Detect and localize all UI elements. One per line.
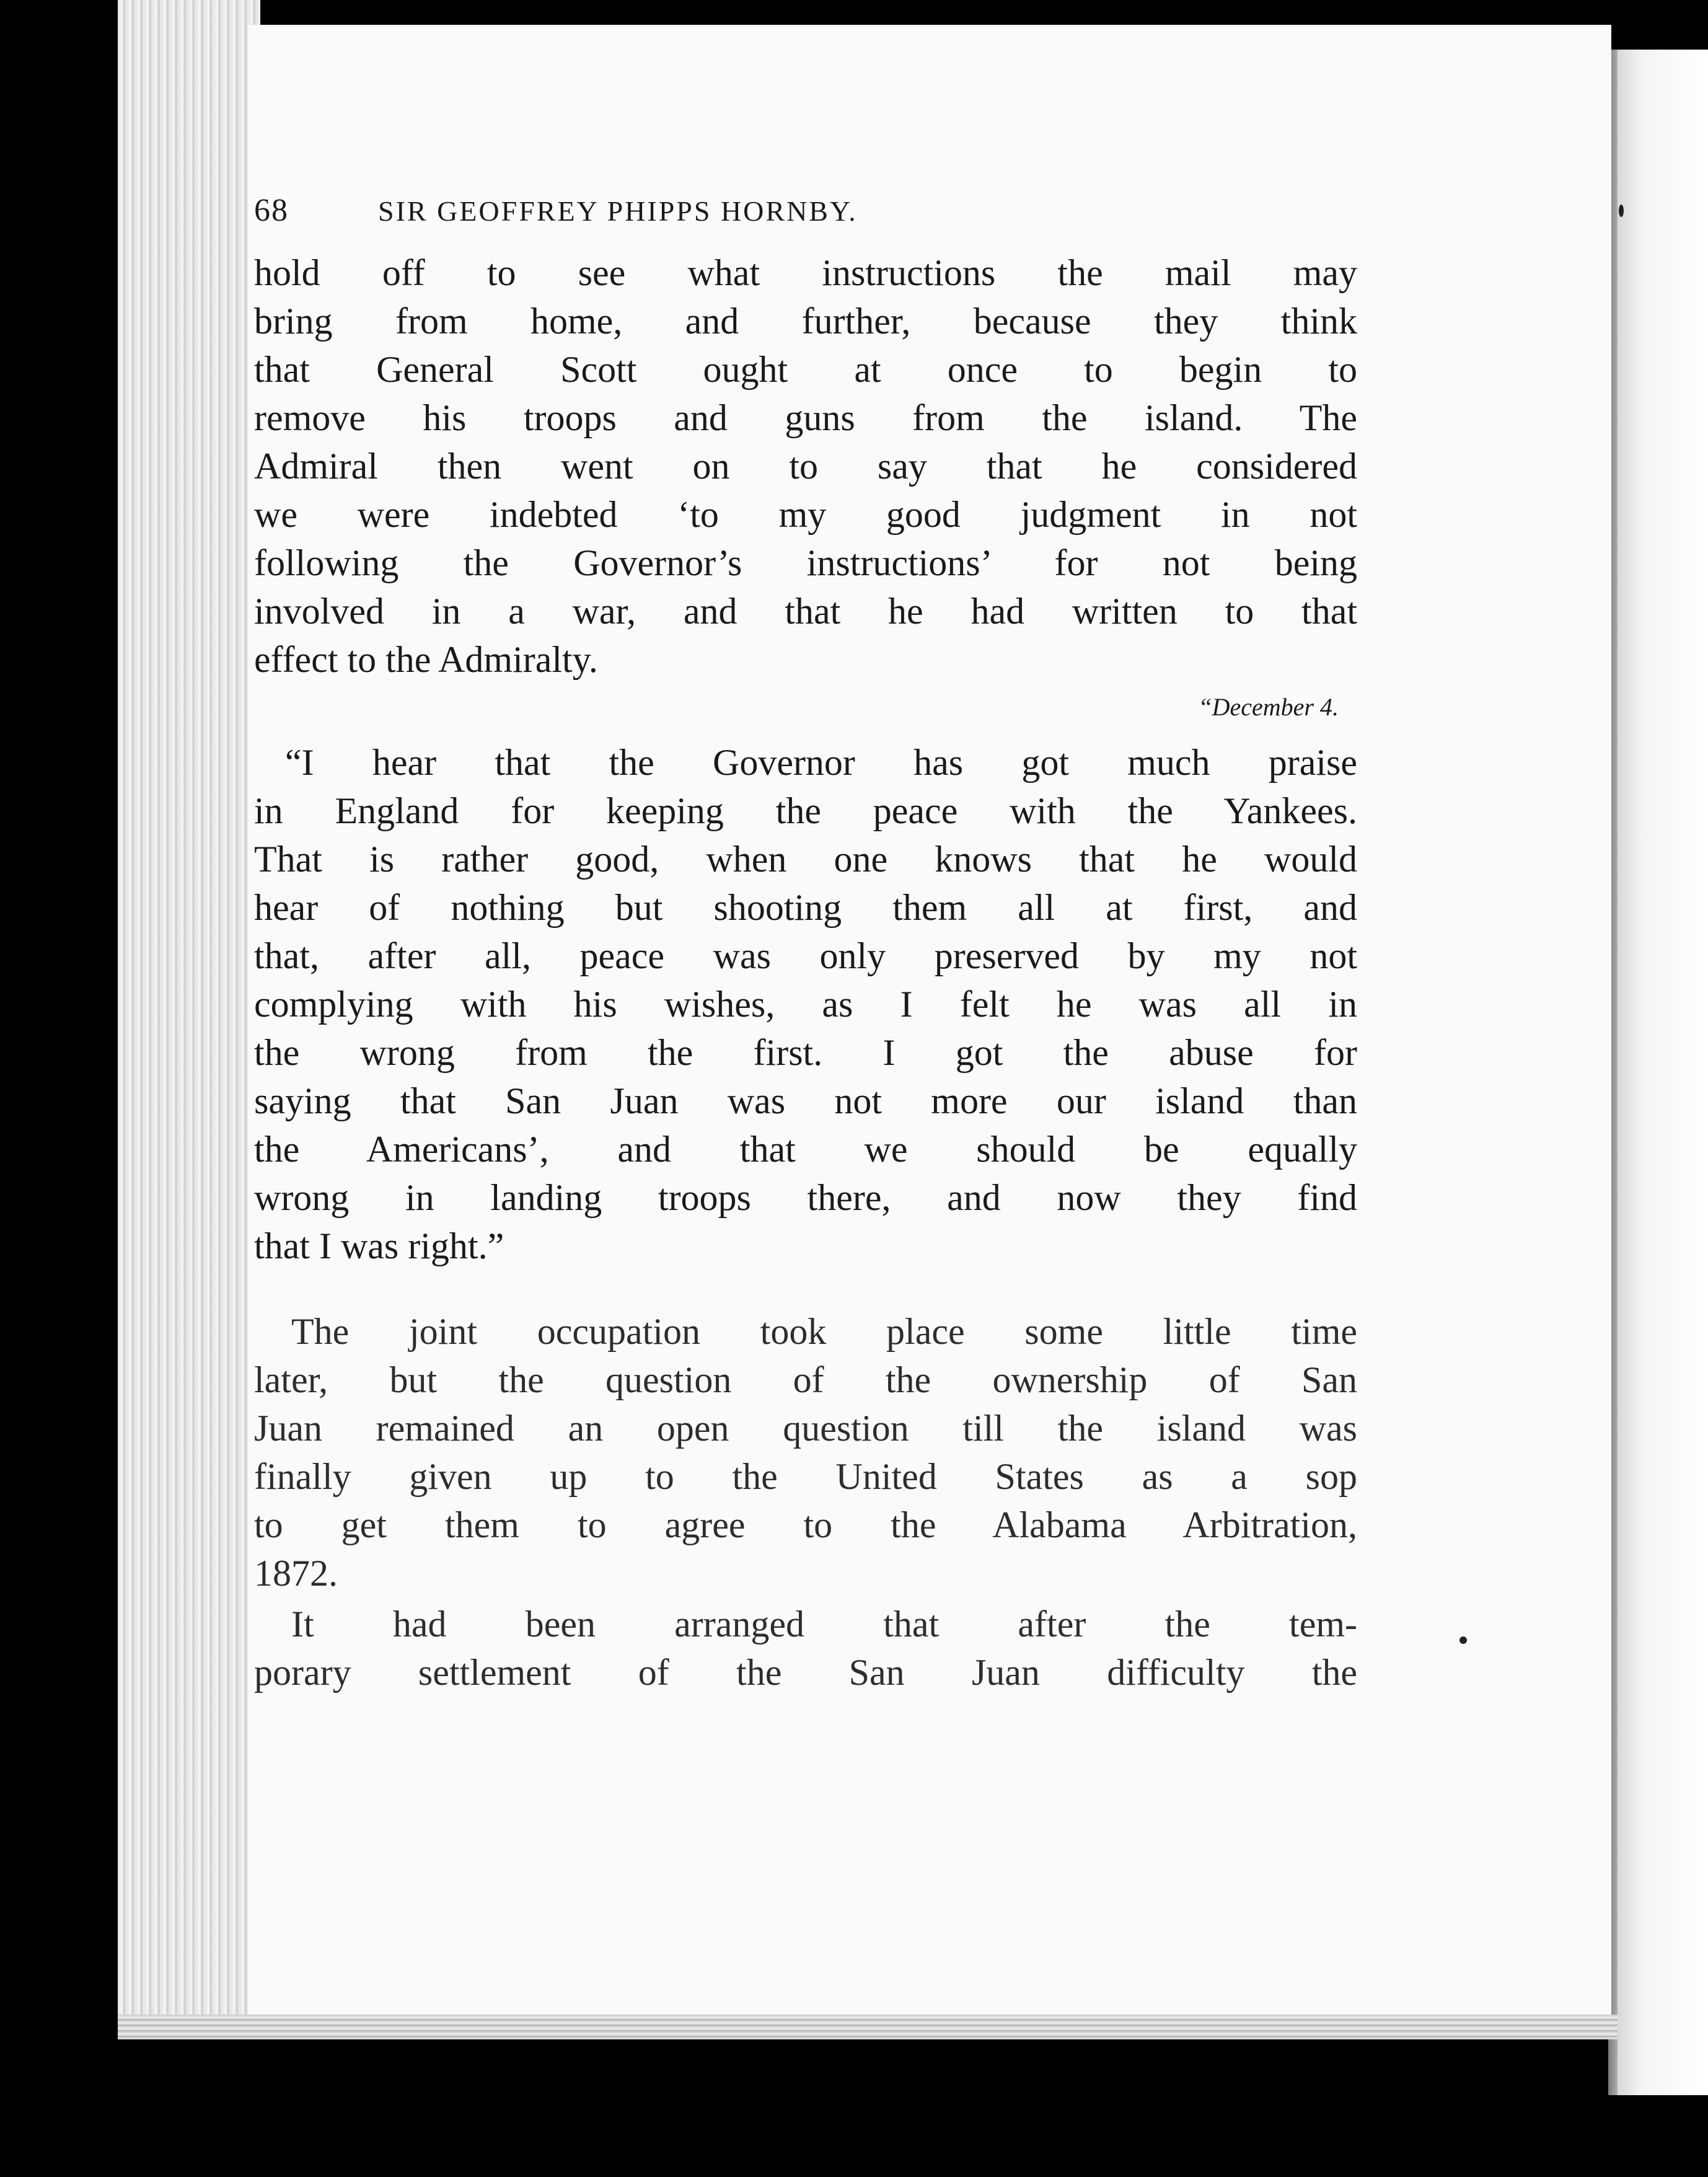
- text-line: the Americans’, and that we should be equally: [254, 1129, 1357, 1170]
- section-gap: [254, 1270, 1357, 1307]
- text-line: Admiral then went on to say that he considered: [254, 446, 1357, 487]
- page-text: [254, 192, 1357, 1697]
- dust-speck: [1619, 205, 1624, 217]
- text-line: following the Governor’s instructions’ for not being: [254, 542, 1357, 583]
- paragraph-2: [254, 738, 1357, 1270]
- paragraph-4: [254, 1600, 1357, 1697]
- text-line: bring from home, and further, because they think: [254, 301, 1357, 342]
- running-head: SIR GEOFFREY PHIPPS HORNBY.: [378, 195, 858, 227]
- text-line: effect to the Admiralty.: [254, 639, 598, 680]
- text-line: we were indebted ‘to my good judgment in not: [254, 494, 1357, 535]
- text-line: finally given up to the United States as a sop: [254, 1456, 1357, 1497]
- text-line: later, but the question of the ownership of San: [254, 1359, 1357, 1400]
- text-line: saying that San Juan was not more our island than: [254, 1080, 1357, 1121]
- text-line: complying with his wishes, as I felt he was all in: [254, 984, 1357, 1025]
- opposite-page-strip: [1618, 50, 1708, 2095]
- text-line: porary settlement of the San Juan difficulty the: [254, 1652, 1357, 1693]
- text-line: that, after all, peace was only preserved by my not: [254, 935, 1357, 976]
- text-line: “I hear that the Governor has got much praise: [285, 742, 1357, 783]
- text-line: hear of nothing but shooting them all at first, and: [254, 887, 1357, 928]
- text-line: wrong in landing troops there, and now they find: [254, 1177, 1357, 1218]
- text-line: hold off to see what instructions the mail may: [254, 252, 1357, 293]
- bottom-page-edges: [118, 2015, 1618, 2039]
- dateline: “December 4.: [1198, 693, 1339, 721]
- text-line: that General Scott ought at once to begin to: [254, 349, 1357, 390]
- page-header: [254, 192, 1357, 229]
- text-line: The joint occupation took place some little time: [291, 1311, 1357, 1352]
- text-line: It had been arranged that after the tem-: [291, 1604, 1357, 1645]
- text-line: involved in a war, and that he had written to that: [254, 591, 1357, 632]
- text-line: the wrong from the first. I got the abuse for: [254, 1032, 1357, 1073]
- text-line: That is rather good, when one knows that he would: [254, 839, 1357, 880]
- paragraph-3: [254, 1307, 1357, 1597]
- text-line: that I was right.”: [254, 1225, 504, 1266]
- text-line: to get them to agree to the Alabama Arbitration,: [254, 1504, 1357, 1545]
- text-line: 1872.: [254, 1553, 338, 1594]
- dust-speck: [1459, 1636, 1467, 1644]
- paragraph-1: [254, 249, 1357, 684]
- text-line: in England for keeping the peace with the Yankees.: [254, 790, 1357, 831]
- page-number: 68: [254, 193, 289, 228]
- text-line: remove his troops and guns from the island. The: [254, 397, 1357, 438]
- page-edges: [118, 0, 260, 2039]
- text-line: Juan remained an open question till the island was: [254, 1408, 1357, 1449]
